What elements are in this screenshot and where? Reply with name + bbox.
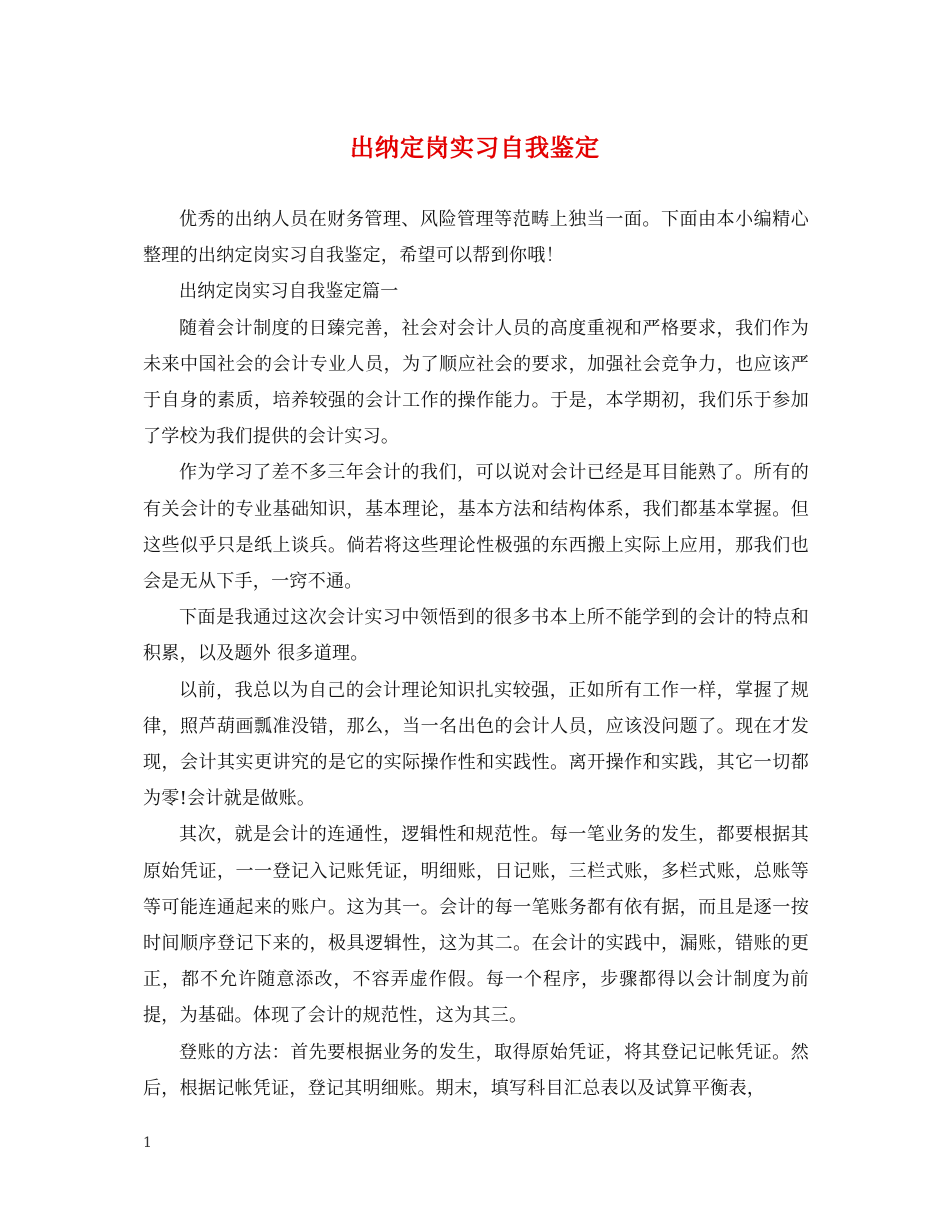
document-body (143, 202, 809, 1107)
paragraph: 其次，就是会计的连通性，逻辑性和规范性。每一笔业务的发生，都要根据其原始凭证，一一登记入记账凭证，明细账，日记账，三栏式账，多栏式账，总账等等可能连通起来的账户。这为其一。会计的每一笔账务都有依有据，而且是逐一按时间顺序登记下来的，极具逻辑性，这为其二。在会计的实践中，漏账，错账的更正，都不允许随意添改，不容弄虚作假。每一个程序，步骤都得以会计制度为前提，为基础。体现了会计的规范性，这为其三。 (143, 824, 809, 1027)
paragraph: 随着会计制度的日臻完善，社会对会计人员的高度重视和严格要求，我们作为未来中国社会的会计专业人员，为了顺应社会的要求，加强社会竞争力，也应该严于自身的素质，培养较强的会计工作的操作能力。于是，本学期初，我们乐于参加了学校为我们提供的会计实习。 (143, 317, 809, 448)
paragraph: 以前，我总以为自己的会计理论知识扎实较强，正如所有工作一样，掌握了规律，照芦葫画瓢准没错，那么，当一名出色的会计人员，应该没问题了。现在才发现，会计其实更讲究的是它的实际操作性和实践性。离开操作和实践，其它一切都为零!会计就是做账。 (143, 679, 809, 810)
paragraph: 下面是我通过这次会计实习中领悟到的很多书本上所不能学到的会计的特点和积累，以及题外 很多道理。 (143, 607, 809, 665)
paragraph: 登账的方法：首先要根据业务的发生，取得原始凭证，将其登记记帐凭证。然后，根据记帐凭证，登记其明细账。期末，填写科目汇总表以及试算平衡表， (143, 1041, 809, 1099)
paragraph: 作为学习了差不多三年会计的我们，可以说对会计已经是耳目能熟了。所有的有关会计的专业基础知识，基本理论，基本方法和结构体系，我们都基本掌握。但这些似乎只是纸上谈兵。倘若将这些理论性极强的东西搬上实际上应用，那我们也会是无从下手，一窍不通。 (143, 462, 809, 593)
paragraph-intro: 优秀的出纳人员在财务管理、风险管理等范畴上独当一面。下面由本小编精心整理的出纳定岗实习自我鉴定，希望可以帮到你哦！ (143, 209, 809, 267)
section-heading: 出纳定岗实习自我鉴定篇一 (179, 281, 399, 303)
document-title: 出纳定岗实习自我鉴定 (350, 133, 600, 162)
page-number: 1 (143, 1135, 152, 1151)
